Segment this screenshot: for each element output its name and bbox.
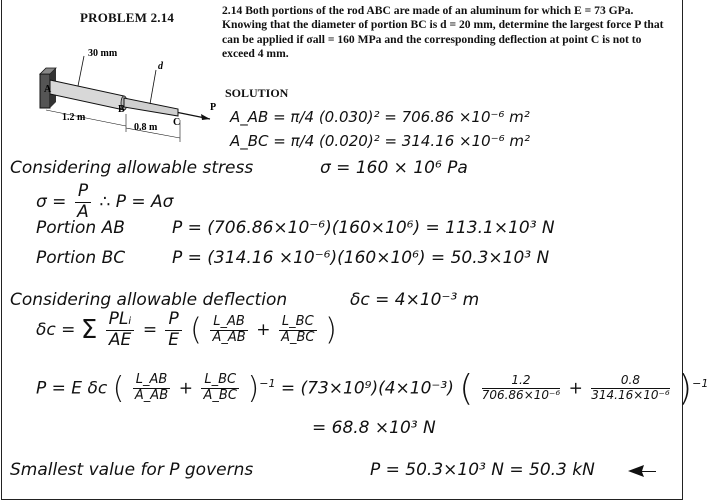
fig-label-p: P [210,102,217,113]
p-den2: 314.16×10⁻⁶ [591,388,670,402]
rod-portion-bc [124,98,178,116]
stress-value: σ = 160 × 10⁶ Pa [320,158,468,178]
sigma-num: P [75,182,91,203]
defl-lab-num: L_AB [210,315,248,331]
p-lhs: P = E δc [36,378,108,399]
p-lbc-fraction [201,373,239,404]
force-formula: P = E δc ( $\frac{L\_AB}{A\_AB}$ + $\frac{L\_BC}{A\_BC}$ )$^{-1}$ = (73×10⁹)(4×10⁻³) ( $\frac{1.2}{\text{706.86×10⁻⁶}}$ + $\frac{0.8}{\text{314.16×10⁻⁶}}$ )$^{-1}$ [36,368,708,409]
defl-lab-den: A_AB [212,329,246,345]
p-lbc-den: A_BC [203,388,237,403]
p-lab-num: L_AB [133,373,171,389]
defl-p-den: E [168,329,179,350]
p-lab-fraction [133,373,171,404]
p-lab-den: A_AB [134,388,169,403]
deflection-formula: δc = Σ $\frac{\text{PLᵢ}}{AE}$ = $\frac{P}{E}$ ( $\frac{L\_AB}{A\_AB}$ + $\frac{L\_BC}{A\_BC}$ ) [36,309,337,350]
area-bc-line: A_BC = π/4 (0.020)² = 314.16 ×10⁻⁶ m² [230,132,531,150]
sigma-therefore: ∴ P = Aσ [99,192,174,213]
p-lbc-num: L_BC [201,373,239,389]
sigma-lhs: σ = [36,192,67,213]
p-mid: = (73×10⁹)(4×10⁻³) [280,378,454,399]
area-ab-line: A_AB = π/4 (0.030)² = 706.86 ×10⁻⁶ m² [230,108,530,126]
rod-figure [28,48,218,144]
p-num2: 0.8 [591,374,669,389]
sum-symbol: Σ [80,315,98,346]
p-frac1 [482,374,560,403]
problem-statement: 2.14 Both portions of the rod ABC are made of an aluminum for which E = 73 GPa. Knowing that the diameter of portion BC is d = 20 mm, determine the largest force P that can be applied if σall = 160 MPa and the corresponding deflection at point C is not to exceed 4 mm. [222,4,664,61]
deflection-value: δc = 4×10⁻³ m [350,290,480,310]
fig-len-ab: 1.2 m [62,112,86,123]
fig-label-b: B [118,104,125,115]
deflection-heading: Considering allowable deflection [10,290,288,310]
fig-dim-d: d [158,61,163,72]
rod-portion-ab [50,80,124,110]
defl-sum-num: PLᵢ [106,310,135,331]
fig-label-a: A [44,84,52,95]
portion-bc-calc: P = (314.16 ×10⁻⁶)(160×10⁶) = 50.3×10³ N [172,248,550,268]
portion-bc-label: Portion BC [36,248,126,268]
sigma-fraction [75,182,91,222]
sigma-formula [36,182,173,222]
portion-ab-calc: P = (706.86×10⁻⁶)(160×10⁶) = 113.1×10³ N [172,218,555,238]
fig-dim-30mm: 30 mm [88,48,118,59]
conclusion-label: Smallest value for P governs [10,460,254,480]
defl-lhs: δc = [36,320,76,341]
fig-len-bc: 0.8 m [134,122,158,133]
defl-p-num: P [165,310,181,331]
defl-sum-den: AE [108,329,132,350]
defl-lbc-den: A_BC [281,329,315,345]
portion-ab-label: Portion AB [36,218,125,238]
sigma-den: A [77,201,89,222]
defl-lbc-num: L_BC [279,315,317,331]
p-frac2 [591,374,669,403]
problem-title: PROBLEM 2.14 [80,10,175,25]
conclusion-value: P = 50.3×10³ N = 50.3 kN [370,460,595,480]
p-den1: 706.86×10⁻⁶ [481,388,561,402]
p-result: = 68.8 ×10³ N [312,418,436,438]
p-num1: 1.2 [482,374,560,389]
answer-arrow-icon [626,464,658,478]
defl-sum-fraction [106,310,135,350]
solution-heading: SOLUTION [225,86,289,100]
defl-p-fraction [165,310,181,350]
defl-lbc-fraction [279,315,317,346]
stress-heading: Considering allowable stress [10,158,254,178]
defl-lab-fraction [210,315,248,346]
fig-label-c: C [173,117,181,128]
